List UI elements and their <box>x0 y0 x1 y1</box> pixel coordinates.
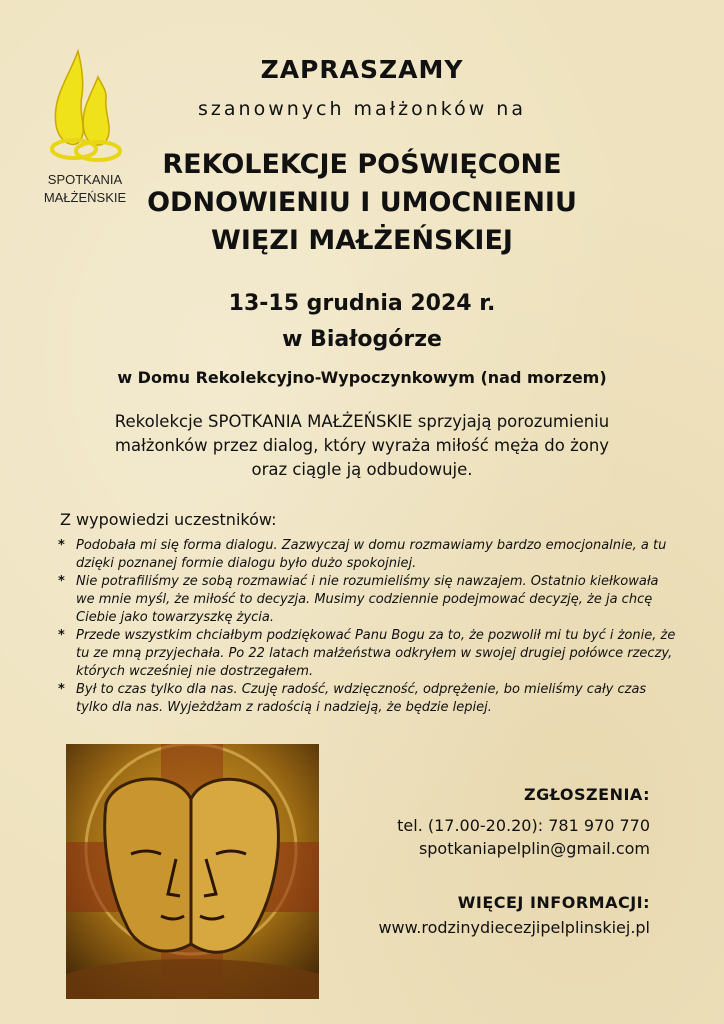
logo-line-2: MAŁŻEŃSKIE <box>43 190 127 205</box>
website-link[interactable]: www.rodzinydiecezjipelplinskiej.pl <box>378 918 650 937</box>
testimonials-heading: Z wypowiedzi uczestników: <box>60 510 277 529</box>
description-line: małżonków przez dialog, który wyraża miłość męża do żony <box>114 436 610 455</box>
phone-number: tel. (17.00-20.20): 781 970 770 <box>397 816 650 835</box>
logo-line-1: SPOTKANIA <box>47 172 123 187</box>
testimonials-list <box>56 537 676 717</box>
title-line: WIĘZI MAŁŻEŃSKIEJ <box>211 225 513 256</box>
testimonial-item: * Był to czas tylko dla nas. Czuję radość, wdzięczność, odprężenie, bo mieliśmy cały czas tylko dla nas. Wyjeżdżam z radością i nadzieją, że będzie lepiej. <box>56 681 676 717</box>
event-date: 13-15 grudnia 2024 r. <box>228 291 496 316</box>
title-line: REKOLEKCJE POŚWIĘCONE <box>162 149 562 180</box>
more-info-label: WIĘCEJ INFORMACJI: <box>457 893 650 912</box>
description-line: Rekolekcje SPOTKANIA MAŁŻEŃSKIE sprzyjają porozumieniu <box>114 412 610 431</box>
testimonial-item: * Nie potrafiliśmy ze sobą rozmawiać i nie rozumieliśmy się nawzajem. Ostatnio kiełkowała we mnie myśl, że miłość to decyzja. Musimy codziennie podejmować decyzję, że ja chcę Ciebie jako towarzyszkę życia. <box>56 573 676 627</box>
event-city: w Białogórze <box>282 327 442 352</box>
event-title <box>0 146 724 260</box>
email-link[interactable]: spotkaniapelplin@gmail.com <box>418 839 650 858</box>
subtitle: szanownych małżonków na <box>198 98 526 120</box>
event-venue: w Domu Rekolekcyjno-Wypoczynkowym (nad morzem) <box>117 368 607 387</box>
testimonial-item: * Podobała mi się forma dialogu. Zazwyczaj w domu rozmawiamy bardzo emocjonalnie, a tu dzięki poznanej formie dialogu było dużo spokojniej. <box>56 537 676 573</box>
invite-heading: ZAPRASZAMY <box>260 55 464 84</box>
title-line: ODNOWIENIU I UMOCNIENIU <box>147 187 577 218</box>
couple-painting <box>66 744 319 999</box>
event-description <box>0 410 724 482</box>
event-date-block <box>0 286 724 358</box>
description-line: oraz ciągle ją odbudowuje. <box>251 460 473 479</box>
testimonial-item: * Przede wszystkim chciałbym podziękować Panu Bogu za to, że pozwolił mi tu być i żonie, że tu ze mną przyjechała. Po 22 latach małżeństwa odkryłem w swojej drugiej połówce rzeczy, których wcześniej nie dostrzegałem. <box>56 627 676 681</box>
signup-label: ZGŁOSZENIA: <box>523 785 650 804</box>
couple-painting-image <box>66 744 319 999</box>
